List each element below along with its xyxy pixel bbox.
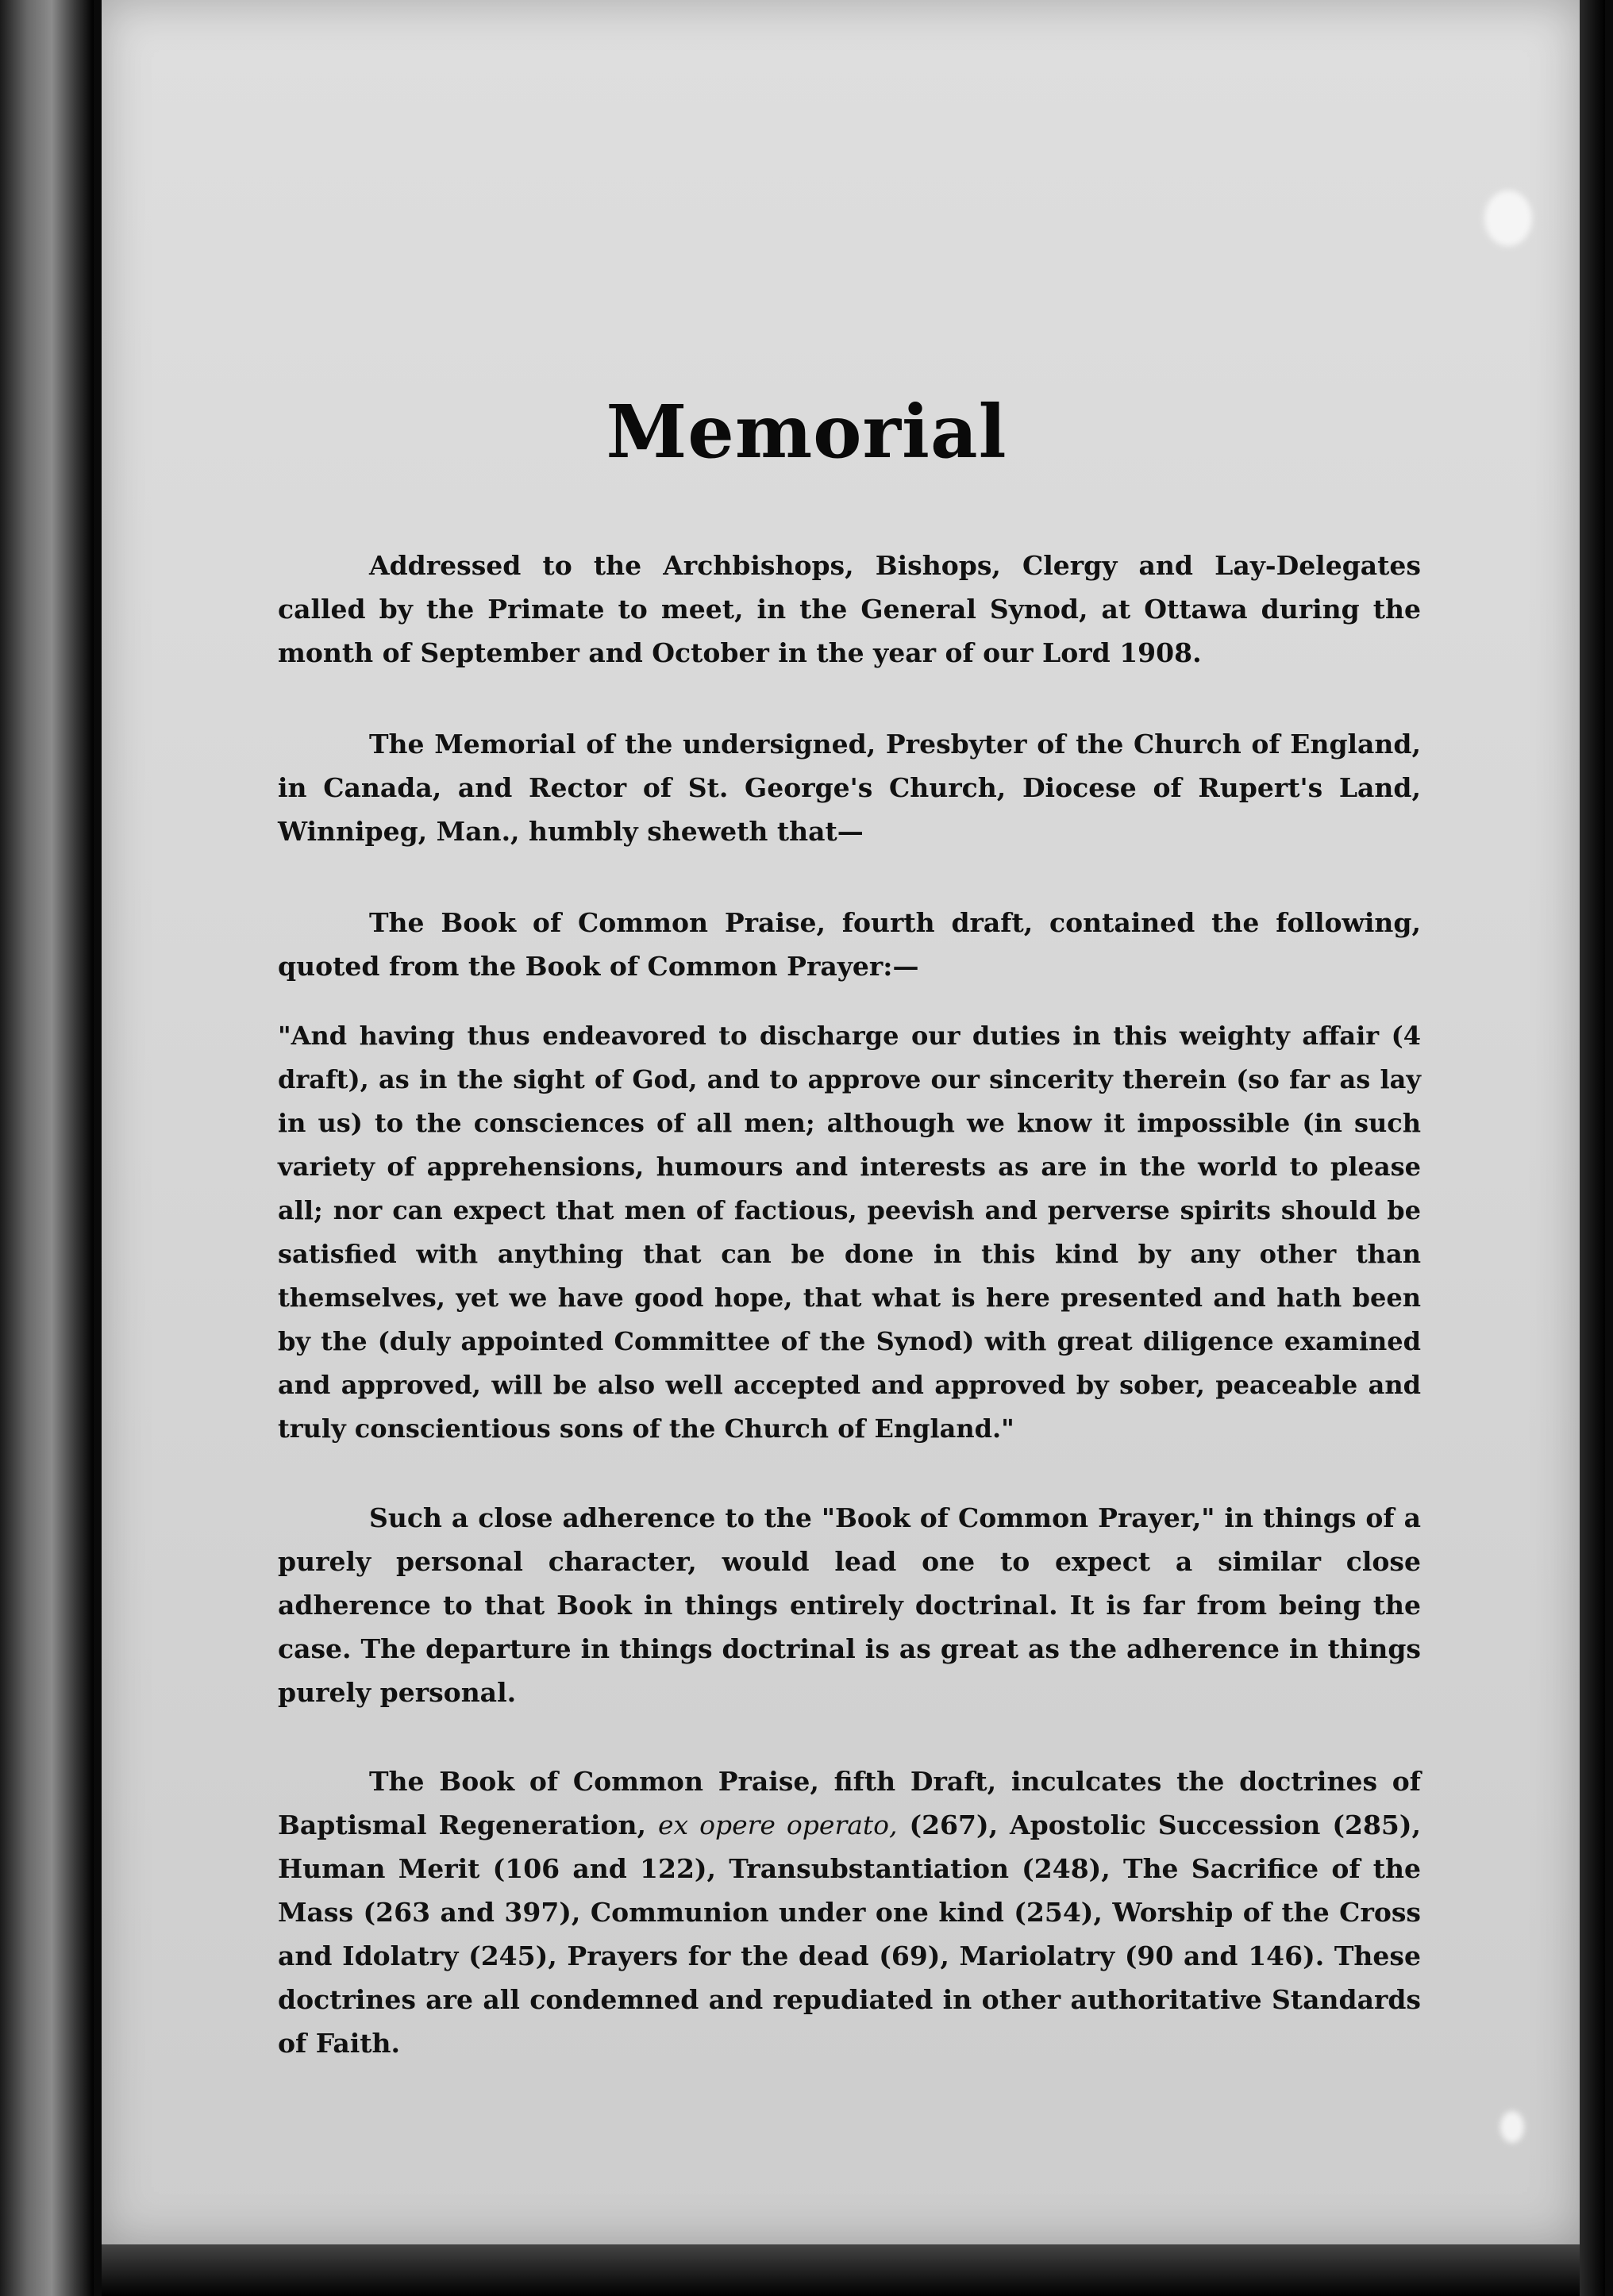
- fifth-draft-latin: ex opere operato,: [658, 1809, 898, 1840]
- quotation-text: "And having thus endeavored to discharge our duties in this weighty affair (4 draft), as in the sight of God, and to approve our sincerity therein (so far as lay in us) to the consciences of all men; although we know it impossible (in such variety of apprehensions, humours and interests as are in the world to please all; nor can expect that men of factious, peevish and perverse spirits should be satisfied with anything that can be done in this kind by any other than themselves, yet we have good hope, that what is here presented and hath been by the (duly appointed Committee of the Synod) with great diligence examined and approved, will be also well accepted and approved by sober, peaceable and truly conscientious sons of the Church of England.": [278, 1021, 1421, 1444]
- adherence-text: Such a close adherence to the "Book of Common Prayer," in things of a purely personal character, would lead one to expect a similar close adherence to that Book in things entirely doctrinal. It is far from being the case. The departure in things doctrinal is as great as the adherence in things purely personal.: [278, 1502, 1421, 1708]
- adherence-paragraph: [278, 1496, 1421, 1714]
- binding-edge: [0, 0, 94, 2296]
- address-paragraph: [278, 544, 1421, 675]
- memorial-paragraph: [278, 722, 1421, 853]
- page-bottom-edge: [102, 2244, 1580, 2296]
- page-title: Memorial: [606, 389, 1007, 475]
- paper-blemish: [1500, 2111, 1524, 2143]
- paper-blemish: [1484, 190, 1532, 246]
- fifth-draft-paragraph: [278, 1759, 1421, 2065]
- fifth-draft-text: [278, 1759, 1421, 2065]
- quotation-paragraph: [278, 1014, 1421, 1451]
- praise-intro-text: The Book of Common Praise, fourth draft, contained the following, quoted from the Book of Common Prayer:—: [278, 907, 1421, 982]
- fifth-draft-part2: (267), Apostolic Succession (285), Human Merit (106 and 122), Transubstantiation (248), The Sacrifice of the Mass (263 and 397), Communion under one kind (254), Worship of the Cross and Idolatry (245), Prayers for the dead (69), Mariolatry (90 and 146). These doctrines are all condemned and repudiated in other authoritative Standards of Faith.: [278, 1809, 1421, 2059]
- page-right-edge: [1580, 0, 1605, 2296]
- address-text: Addressed to the Archbishops, Bishops, Clergy and Lay-Delegates called by the Primate to meet, in the General Synod, at Ottawa during the month of September and October in the year of our Lord 1908.: [278, 550, 1421, 668]
- fifth-draft-part1: The Book of Common Praise, fifth Draft, inculcates the doctrines of Baptismal Regeneration,: [278, 1766, 1421, 1840]
- memorial-intro-text: The Memorial of the undersigned, Presbyter of the Church of England, in Canada, and Rector of St. George's Church, Diocese of Rupert's Land, Winnipeg, Man., humbly sheweth that—: [278, 729, 1421, 847]
- praise-intro-paragraph: [278, 901, 1421, 988]
